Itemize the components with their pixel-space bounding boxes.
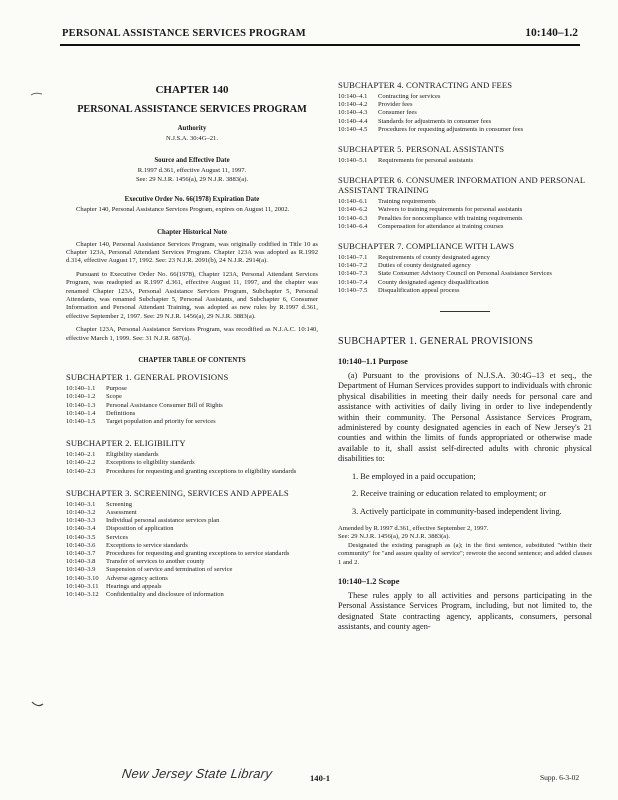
toc-entry-number: 10:140–7.3	[338, 270, 368, 278]
toc-entry-title: Screening	[106, 500, 132, 508]
toc-entry	[338, 109, 592, 117]
toc-entry-title: Confidentiality and disclosure of information	[106, 590, 224, 598]
subchapter-heading: SUBCHAPTER 1. GENERAL PROVISIONS	[338, 336, 534, 348]
toc-entry	[66, 566, 318, 574]
toc-entry	[338, 118, 592, 126]
historical-note-heading: Chapter Historical Note	[157, 228, 227, 236]
toc-entry-number: 10:140–2.3	[66, 467, 96, 475]
toc-entry-title: Exceptions to eligibility standards	[106, 459, 195, 467]
library-stamp: New Jersey State Library	[120, 766, 274, 781]
toc-entry-number: 10:140–7.1	[338, 254, 368, 262]
toc-entry-title: Hearings and appeals	[106, 582, 162, 590]
toc-entry-title: Compensation for attendance at training courses	[378, 222, 504, 230]
toc-entry-number: 10:140–4.2	[338, 101, 368, 109]
toc-entry	[66, 534, 318, 542]
toc-entry-number: 10:140–3.3	[66, 517, 96, 525]
toc-entry	[338, 126, 592, 134]
toc-entry	[338, 287, 592, 295]
toc-entry	[66, 558, 318, 566]
toc-entry	[338, 215, 592, 223]
toc-entry-number: 10:140–1.5	[66, 417, 96, 425]
toc-entry-number: 10:140–3.4	[66, 525, 96, 533]
chapter-title: PERSONAL ASSISTANCE SERVICES PROGRAM	[77, 104, 307, 115]
toc-entry	[66, 517, 318, 525]
toc-entry-title: Provider fees	[378, 101, 413, 109]
toc-entry-title: Eligibility standards	[106, 451, 159, 459]
toc-entry	[66, 501, 318, 509]
toc-entry-number: 10:140–7.5	[338, 286, 368, 294]
toc-entry-title: Procedures for requesting and granting exceptions to eligibility standards	[106, 467, 297, 475]
toc-entry	[338, 206, 592, 214]
toc-entry-title: Individual personal assistance services plan	[106, 517, 220, 525]
toc-entry-number: 10:140–6.2	[338, 206, 368, 214]
toc-entry-title: Duties of county designated agency	[378, 262, 471, 270]
toc-entry-number: 10:140–4.3	[338, 109, 368, 117]
toc-entry	[66, 459, 318, 467]
toc-entry-title: Scope	[106, 393, 122, 401]
toc-entry-title: Contracting for services	[378, 93, 441, 100]
supplement-date: Supp. 6-3-02	[540, 773, 580, 782]
toc-entry	[338, 198, 592, 206]
toc-entry-number: 10:140–6.3	[338, 214, 368, 222]
toc-subchapter-heading: SUBCHAPTER 6. CONSUMER INFORMATION AND PERSONAL ASSISTANT TRAINING	[338, 175, 585, 196]
toc-entry-title: Target population and priority for services	[106, 417, 216, 425]
toc-entry-number: 10:140–1.4	[66, 409, 96, 417]
historical-note-paragraph-3: Chapter 123A, Personal Assistance Services Program, was recodified as N.J.A.C. 10:140, effective March 1, 1999. See: 31 N.J.R. 687(a).	[66, 326, 318, 342]
source-line-2: See: 29 N.J.R. 1456(a), 29 N.J.R. 3883(a).	[135, 175, 249, 183]
running-header-section: 10:140–1.2	[525, 27, 578, 39]
toc-entry	[66, 583, 318, 591]
toc-entry-title: Personal Assistance Consumer Bill of Rights	[106, 401, 223, 409]
toc-entry-title: Services	[106, 533, 129, 541]
toc-entry	[66, 542, 318, 550]
section-paragraph-a: (a) Pursuant to the provisions of N.J.S.A. 30:4G–13 et seq., the Department of Human Services provides support to individuals with chronic physical disabilities in meeting their daily needs for personal care and assistance with activities of daily living in order to live independently within their community. The Personal Assistance Services Program, administered by county designated agencies in each of New Jersey's 21 counties and within the limits of funds appropriated or otherwise made available to it, shall assist self-directed adults with chronic physical disabilities to:	[338, 371, 592, 464]
margin-bracket-mark	[30, 700, 44, 710]
margin-pencil-mark	[30, 88, 44, 98]
amendment-note: Designated the existing paragraph as (a); in the first sentence, substituted "within their community" for "and assure quality of service"; rewrote the second sentence; and added clauses 1 and 2.	[338, 541, 592, 566]
toc-entry	[66, 402, 318, 410]
toc-entry-number: 10:140–3.9	[66, 566, 96, 574]
amendment-line-2: See: 29 N.J.R. 1456(a), 29 N.J.R. 3883(a).	[338, 533, 451, 541]
toc-entry	[338, 93, 592, 101]
historical-note-paragraph-2: Pursuant to Executive Order No. 66(1978), Chapter 123A, Personal Attendant Services Program, was readopted as R.1997 d.361, effective August 11, 1997, and the chapter was renamed Chapter 123A, Personal Assistance Services Program, Subchapter 5, Personal Attendants, was renamed Subchapter 5, Personal Assistants, and Subchapter 6, Consumer Information and Personal Attendant Training, was adopted as new rules by R.1997 d.361, effective September 2, 1997. See: 29 N.J.R. 1456(a), 29 N.J.R. 3883(a).	[66, 270, 318, 320]
toc-entry-number: 10:140–1.2	[66, 393, 96, 401]
toc-subchapter-1-list	[66, 385, 318, 426]
section-divider	[440, 311, 490, 312]
section-scope-text: These rules apply to all activities and persons participating in the Personal Assistance Services Program, including, but not limited to, the designated State contracting agency, applicants, consumers, personal assistants, and county agen-	[338, 590, 592, 632]
toc-entry	[338, 270, 592, 278]
executive-order-text: Chapter 140, Personal Assistance Services Program, expires on August 11, 2002.	[76, 206, 290, 214]
toc-entry-title: Requirements for personal assistants	[378, 157, 474, 165]
source-heading: Source and Effective Date	[154, 157, 230, 165]
toc-entry	[66, 468, 318, 476]
toc-entry-number: 10:140–4.5	[338, 125, 368, 133]
toc-entry-number: 10:140–1.1	[66, 385, 96, 393]
toc-entry-title: Disqualification appeal process	[378, 286, 460, 294]
toc-subchapter-3-list	[66, 501, 318, 599]
toc-subchapter-heading: SUBCHAPTER 1. GENERAL PROVISIONS	[66, 372, 229, 383]
toc-entry-title: Adverse agency actions	[106, 574, 168, 582]
toc-subchapter-heading: SUBCHAPTER 5. PERSONAL ASSISTANTS	[338, 144, 505, 155]
toc-subchapter-2-list	[66, 451, 318, 476]
toc-entry-title: Suspension of service and termination of service	[106, 566, 233, 574]
toc-entry-number: 10:140–4.4	[338, 117, 368, 125]
section-title-scope: 10:140–1.2 Scope	[338, 576, 400, 586]
toc-entry-title: Procedures for requesting and granting exceptions to service standards	[106, 549, 290, 557]
toc-entry-number: 10:140–2.1	[66, 451, 96, 459]
authority-heading: Authority	[177, 125, 207, 132]
toc-entry	[66, 509, 318, 517]
toc-entry-number: 10:140–2.2	[66, 459, 96, 467]
right-column	[338, 80, 592, 633]
toc-entry-number: 10:140–3.1	[66, 500, 96, 508]
toc-subchapter-5-list	[338, 157, 592, 165]
toc-subchapter-6-list	[338, 198, 592, 231]
amendment-line-1: Amended by R.1997 d.361, effective September 2, 1997.	[338, 524, 489, 532]
clause-3: 3. Actively participate in community-based independent living.	[352, 506, 562, 516]
source-line-1: R.1997 d.361, effective August 11, 1997.	[137, 167, 247, 175]
historical-note-paragraph-1: Chapter 140, Personal Assistance Services Program, was originally codified in Title 10 as Chapter 123A, Personal Attendant Services Program. Chapter 123A was adopted as R.1992 d.314, effective August 17, 1992. See: 23 N.J.R. 2091(b), 24 N.J.R. 2914(a).	[66, 240, 318, 265]
toc-entry-title: Consumer fees	[378, 109, 417, 117]
toc-subchapter-7-list	[338, 254, 592, 295]
toc-entry	[66, 575, 318, 583]
clause-1: 1. Be employed in a paid occupation;	[352, 471, 476, 481]
toc-entry	[66, 393, 318, 401]
toc-entry	[66, 385, 318, 393]
toc-entry-number: 10:140–3.11	[66, 582, 99, 590]
toc-entry	[338, 262, 592, 270]
toc-entry-title: Purpose	[106, 385, 127, 393]
toc-entry	[66, 418, 318, 426]
clause-2: 2. Receive training or education related to employment; or	[352, 489, 547, 499]
toc-entry-title: Training requirements	[378, 198, 436, 206]
toc-entry-title: Transfer of services to another county	[106, 558, 205, 566]
toc-entry	[66, 451, 318, 459]
toc-entry-number: 10:140–1.3	[66, 401, 96, 409]
toc-subchapter-heading: SUBCHAPTER 2. ELIGIBILITY	[66, 438, 186, 449]
toc-entry	[338, 279, 592, 287]
toc-entry-title: State Consumer Advisory Council on Personal Assistance Services	[378, 270, 552, 278]
toc-entry-title: County designated agency disqualification	[378, 278, 489, 286]
toc-entry-number: 10:140–6.1	[338, 198, 368, 206]
toc-entry	[338, 157, 592, 165]
toc-entry	[66, 591, 318, 599]
authority-text: N.J.S.A. 30:4G–21.	[165, 135, 219, 142]
toc-subchapter-heading: SUBCHAPTER 7. COMPLIANCE WITH LAWS	[338, 241, 515, 252]
toc-subchapter-heading: SUBCHAPTER 4. CONTRACTING AND FEES	[338, 80, 513, 90]
toc-subchapter-4-list	[338, 93, 592, 134]
toc-entry	[338, 101, 592, 109]
toc-entry-number: 10:140–3.8	[66, 558, 96, 566]
toc-entry-number: 10:140–7.4	[338, 278, 368, 286]
toc-entry-number: 10:140–3.7	[66, 549, 96, 557]
table-of-contents-heading: CHAPTER TABLE OF CONTENTS	[138, 357, 246, 365]
toc-entry	[66, 525, 318, 533]
toc-entry-number: 10:140–3.5	[66, 533, 96, 541]
toc-entry-number: 10:140–3.6	[66, 541, 96, 549]
toc-entry-number: 10:140–6.4	[338, 222, 368, 230]
toc-entry-title: Assessment	[106, 508, 137, 516]
executive-order-heading: Executive Order No. 66(1978) Expiration Date	[124, 196, 260, 204]
toc-entry-number: 10:140–5.1	[338, 157, 368, 165]
toc-entry-number: 10:140–4.1	[338, 93, 368, 100]
section-title-purpose: 10:140–1.1 Purpose	[338, 357, 408, 367]
toc-entry	[338, 254, 592, 262]
toc-entry-title: Disposition of application	[106, 525, 174, 533]
toc-entry	[338, 223, 592, 231]
running-header	[60, 26, 580, 46]
toc-entry-title: Standards for adjustments in consumer fees	[378, 117, 492, 125]
toc-entry	[66, 410, 318, 418]
toc-subchapter-heading: SUBCHAPTER 3. SCREENING, SERVICES AND APPEALS	[66, 487, 289, 498]
toc-entry-title: Penalties for noncompliance with training requirements	[378, 214, 523, 222]
toc-entry-number: 10:140–7.2	[338, 262, 368, 270]
toc-entry-title: Waivers to training requirements for personal assistants	[378, 206, 523, 214]
toc-entry	[66, 550, 318, 558]
chapter-number: CHAPTER 140	[155, 84, 229, 96]
toc-entry-number: 10:140–3.10	[66, 574, 99, 582]
toc-entry-title: Procedures for requesting adjustments in consumer fees	[378, 125, 524, 133]
toc-entry-number: 10:140–3.2	[66, 508, 96, 516]
toc-entry-title: Exceptions to service standards	[106, 541, 188, 549]
left-column	[66, 82, 318, 599]
toc-entry-number: 10:140–3.12	[66, 590, 99, 598]
running-header-title: PERSONAL ASSISTANCE SERVICES PROGRAM	[62, 28, 306, 39]
toc-entry-title: Requirements of county designated agency	[378, 254, 490, 262]
toc-entry-title: Definitions	[106, 409, 136, 417]
page-number: 140-1	[310, 773, 331, 783]
